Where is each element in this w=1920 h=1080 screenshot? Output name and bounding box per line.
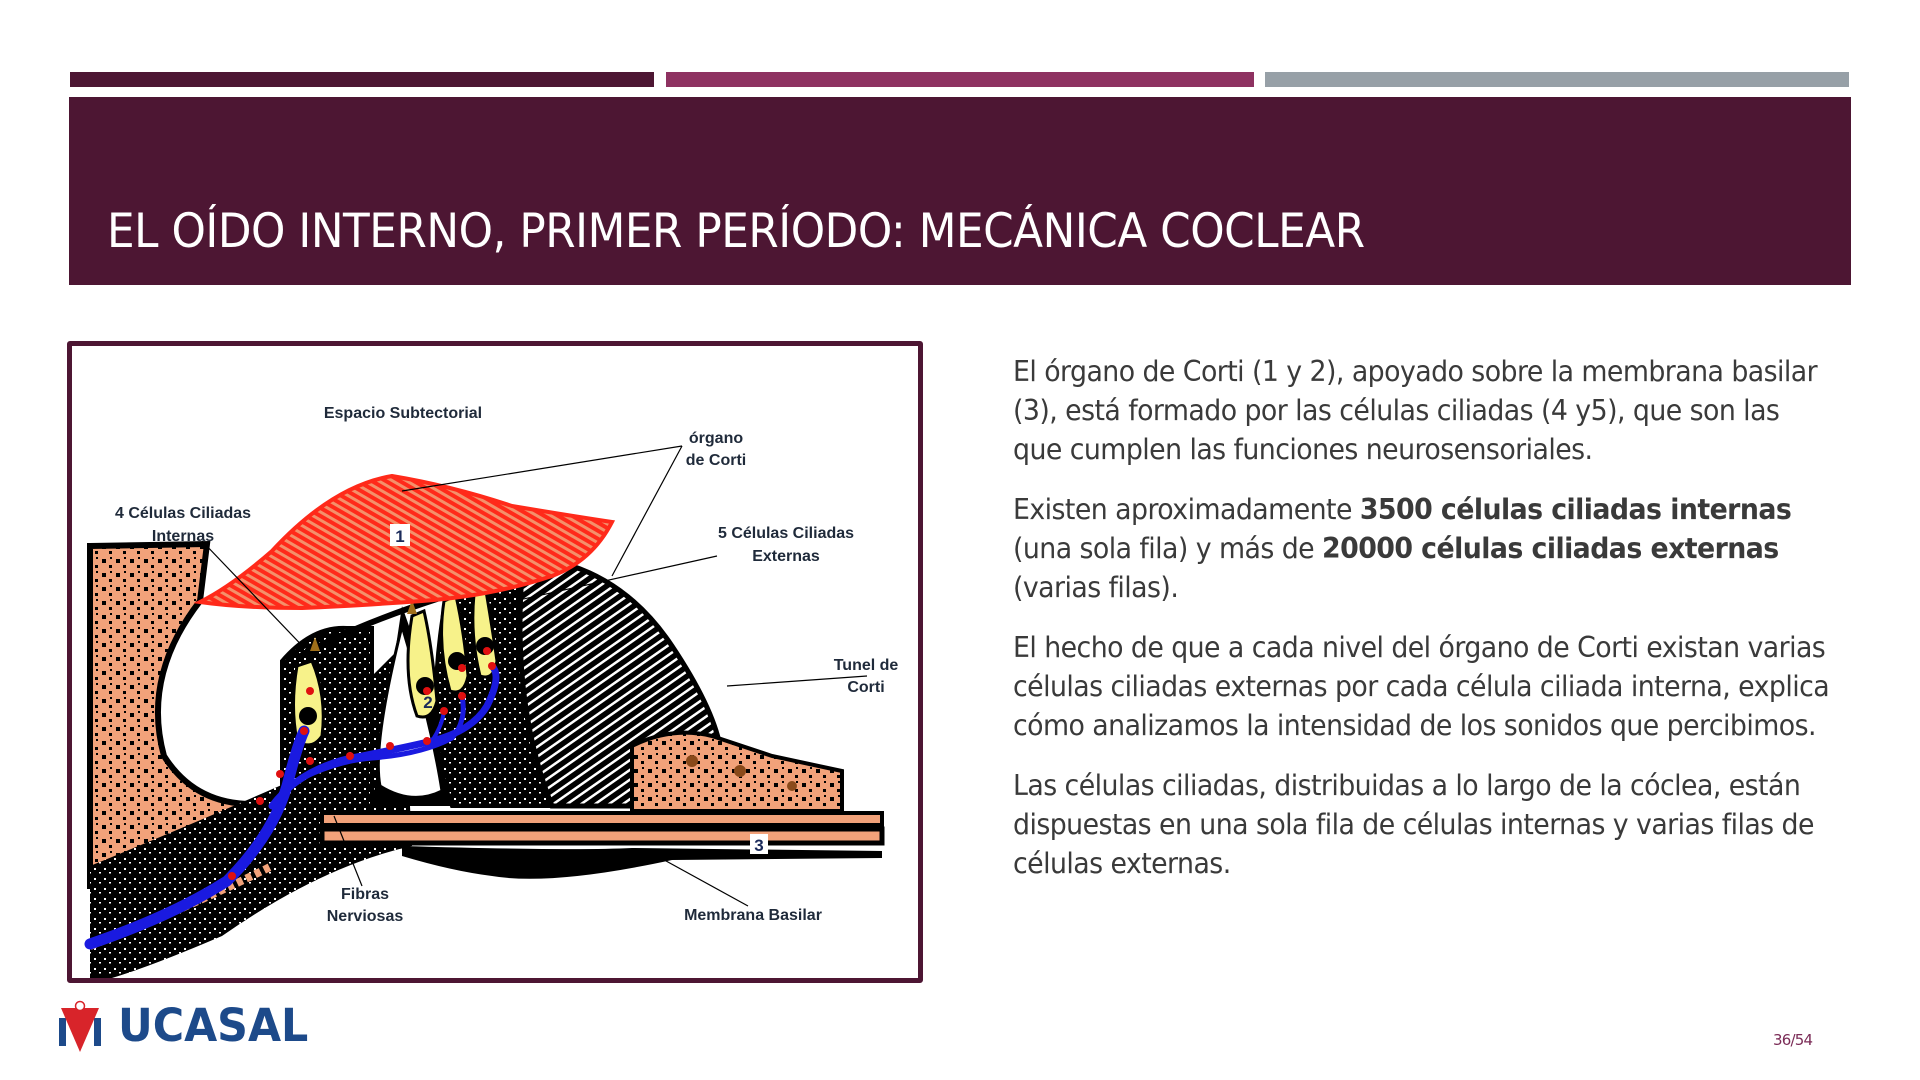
label-organo-corti-line1: órgano [688,430,744,447]
label-fibras-line2: Nerviosas [326,908,404,925]
accent-bar-magenta [666,72,1254,87]
count-internal-cells: 3500 células ciliadas internas [1359,493,1792,526]
title-band [69,97,1851,285]
marker-3: 3 [754,836,764,855]
label-ciliadas-externas-line1: 5 Células Ciliadas [717,525,855,542]
page-number: 36/54 [1773,1031,1813,1049]
count-external-cells: 20000 células ciliadas externas [1322,532,1779,565]
accent-bar-gray [1265,72,1849,87]
label-ciliadas-internas-line1: 4 Células Ciliadas [114,505,252,522]
label-tunel-corti-line1: Tunel de [833,657,899,674]
paragraph-distribution: Las células ciliadas, distribuidas a lo largo de la cóclea, están dispuestas en una sola fila de células internas y varias filas de células externas. [1013,769,1814,880]
label-espacio-subtectorial: Espacio Subtectorial [323,405,483,422]
paragraph-organo-corti: El órgano de Corti (1 y 2), apoyado sobre la membrana basilar (3), está formado por las células ciliadas (4 y5), que son las que cumplen las funciones neurosensoriales. [1013,355,1818,466]
accent-bar-dark [70,72,654,87]
paragraph-cell-counts: Existen aproximadamente 3500 células ciliadas internas (una sola fila) y más de 20000 células ciliadas externas (varias filas). [1013,493,1792,604]
cochlea-diagram-frame [67,341,923,983]
slide-title: EL OÍDO INTERNO, PRIMER PERÍODO: MECÁNICA COCLEAR [107,204,1365,259]
label-membrana-basilar: Membrana Basilar [684,907,822,924]
marker-2: 2 [423,693,433,712]
marker-1: 1 [395,527,405,546]
ucasal-logo [59,1000,318,1052]
label-organo-corti-line2: de Corti [685,452,747,469]
label-tunel-corti-line2: Corti [847,679,885,696]
slide-body [1013,352,1833,904]
organ-of-corti-diagram [72,346,918,978]
label-fibras-line1: Fibras [340,886,390,903]
paragraph-intensity: El hecho de que a cada nivel del órgano de Corti existan varias células ciliadas externas por cada célula ciliada interna, explica cómo analizamos la intensidad de los sonidos que percibimos. [1013,631,1830,742]
ucasal-wordmark: UCASAL [118,999,309,1052]
basilar-membrane [322,813,882,825]
ucasal-shield-icon [59,1000,101,1052]
label-ciliadas-externas-line2: Externas [752,548,820,565]
label-ciliadas-internas-line2: Internas [151,528,215,545]
